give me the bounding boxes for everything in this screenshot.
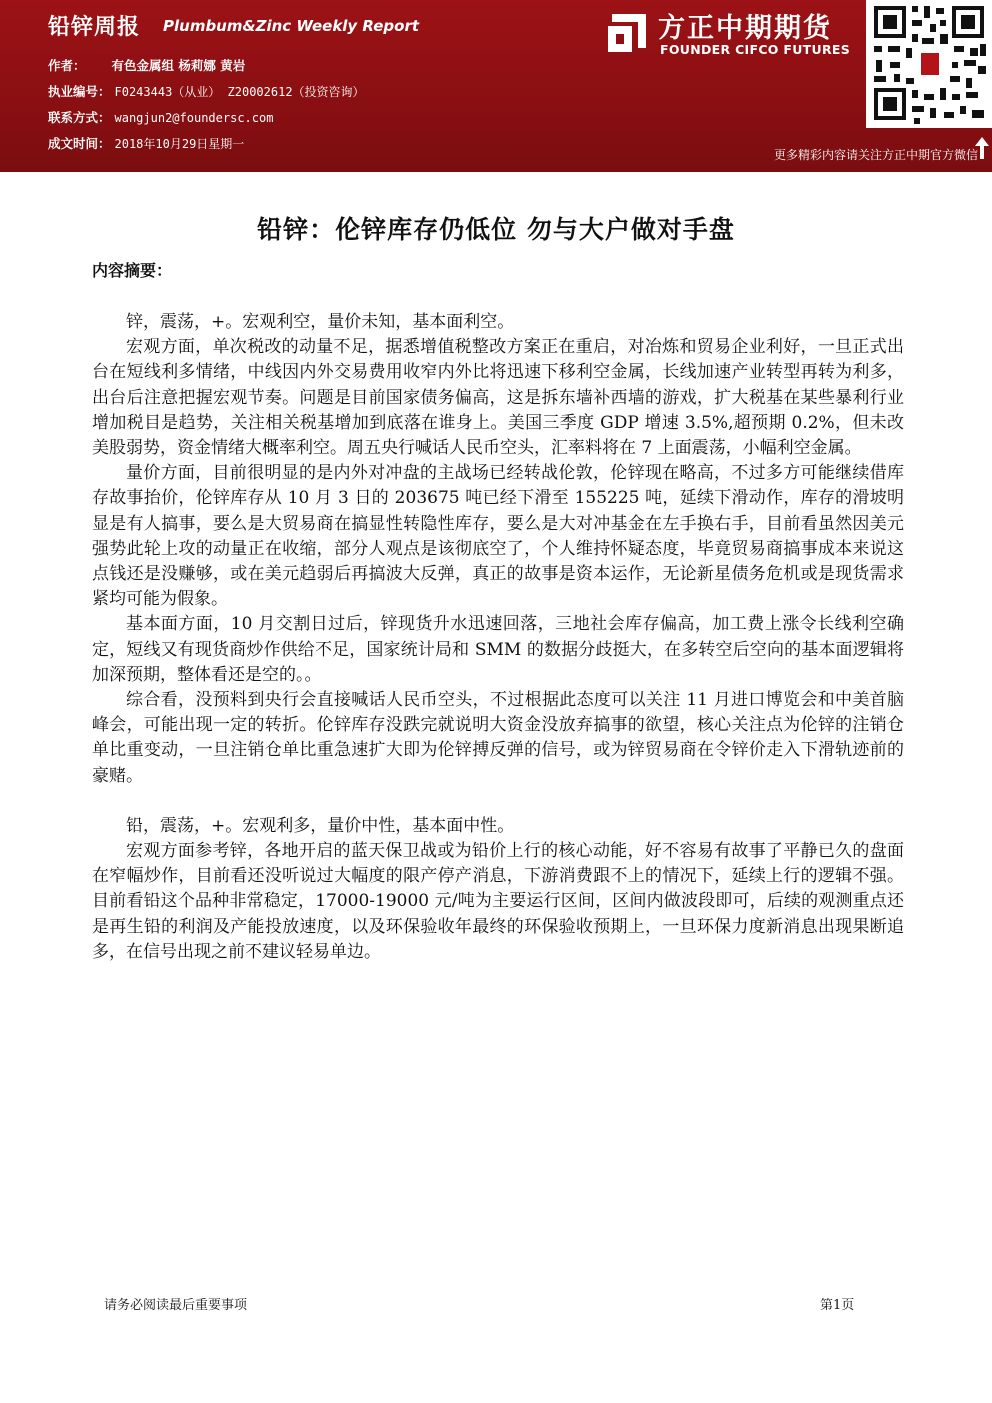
contact-row: [48, 108, 273, 126]
paragraph-zinc-macro: 宏观方面，单次税改的动量不足，据悉增值税整改方案正在重启，对冶炼和贸易企业利好，一旦正式出台在短线利多情绪，中线因内外交易费用收窄内外比将迅速下移利空金属，长线加速产业转型再转为利多，出台后注意把握宏观节奏。问题是目前国家债务偏高，这是拆东墙补西墙的游戏，扩大税基在某些暴利行业增加税目是趋势，关注相关税基增加到底落在谁身上。美国三季度 GDP 增速 3.5%,超预期 0.2%，但未改美股弱势，资金情绪大概率利空。周五央行喊话人民币空头，汇率料将在 7 上面震荡，小幅利空金属。: [92, 337, 904, 459]
paragraph-lead-macro: 宏观方面参考锌，各地开启的蓝天保卫战或为铅价上行的核心动能，好不容易有故事了平静已久的盘面在窄幅炒作，目前看还没听说过大幅度的限产停产消息，下游消费跟不上的情况下，延续上行的逻辑不强。目前看铅这个品种非常稳定，17000-19000 元/吨为主要运行区间，区间内做波段即可，后续的观测重点还是再生铅的利润及产能投放速度，以及环保验收年最终的环保验收预期上，一旦环保力度新消息出现果断追多，在信号出现之前不建议轻易单边。: [92, 841, 904, 962]
paragraph-zinc-conclusion: 综合看，没预料到央行会直接喊话人民币空头，不过根据此态度可以关注 11 月进口博览会和中美首脑峰会，可能出现一定的转折。伦锌库存没跌完就说明大资金没放弃搞事的欲望，核心关注点为伦锌的注销仓单比重变动，一旦注销仓单比重急速扩大即为伦锌搏反弹的信号，或为锌贸易商在令锌价走入下滑轨迹前的豪赌。: [92, 690, 904, 786]
paragraph-zinc-volume-price: 量价方面，目前很明显的是内外对冲盘的主战场已经转战伦敦，伦锌现在略高，不过多方可能继续借库存故事抬价，伦锌库存从 10 月 3 日的 203675 吨已经下滑至 155225 吨，延续下滑动作，库存的滑坡明显是有人搞事，要么是大贸易商在搞显性转隐性库存，要么是大对冲基金在左手换右手，目前看虽然因美元强势此轮上攻的动量正在收缩，部分人观点是该彻底空了，个人维持怀疑态度，毕竟贸易商搞事成本来说这点钱还是没赚够，或在美元趋弱后再搞波大反弹，真正的故事是资本运作，无论新星债务危机或是现货需求紧均可能为假象。: [92, 463, 904, 610]
paragraph-zinc-fundamentals: 基本面方面，10 月交割日过后，锌现货升水迅速回落，三地社会库存偏高，加工费上涨令长线利空确定，短线又有现货商炒作供给不足，国家统计局和 SMM 的数据分歧挺大，在多转空后空向的基本面逻辑将加深预期，整体看还是空的。。: [92, 614, 904, 685]
license-value: F0243443（从业） Z20002612（投资咨询）: [114, 85, 365, 99]
author-row: [48, 56, 245, 74]
qr-code-icon: [866, 0, 992, 128]
author-value: 有色金属组 杨莉娜 黄岩: [111, 58, 246, 73]
license-row: [48, 82, 365, 100]
follow-wechat-text: 更多精彩内容请关注方正中期官方微信: [773, 148, 978, 162]
contact-label: 联系方式：: [48, 110, 111, 125]
abstract-body: [92, 310, 904, 965]
company-logo-text: 方正中期期货: [658, 13, 832, 44]
up-arrow-icon: [974, 136, 990, 160]
wechat-qr-code[interactable]: [866, 0, 992, 128]
report-header-banner: [0, 0, 992, 172]
document-title: 铅锌：伦锌库存仍低位 勿与大户做对手盘: [257, 215, 735, 244]
license-label: 执业编号：: [48, 84, 111, 99]
report-title-en: Plumbum&Zinc Weekly Report: [163, 17, 420, 35]
company-logo-text-en: FOUNDER CIFCO FUTURES: [660, 42, 851, 57]
page-number: 第1页: [820, 1298, 855, 1313]
date-value: 2018年10月29日星期一: [114, 137, 245, 151]
report-title: 铅锌周报: [48, 15, 141, 40]
author-label: 作者：: [48, 58, 86, 73]
paragraph-zinc-summary: 锌，震荡，+。宏观利空，量价未知，基本面利空。: [126, 312, 515, 332]
footer-disclaimer-note: 请务必阅读最后重要事项: [104, 1298, 248, 1313]
contact-value: wangjun2@foundersc.com: [114, 111, 274, 125]
founder-logo-icon: [604, 10, 650, 56]
date-label: 成文时间：: [48, 136, 111, 151]
date-row: [48, 134, 244, 152]
abstract-heading: 内容摘要：: [92, 261, 173, 280]
paragraph-lead-summary: 铅，震荡，+。宏观利多，量价中性，基本面中性。: [126, 815, 515, 836]
